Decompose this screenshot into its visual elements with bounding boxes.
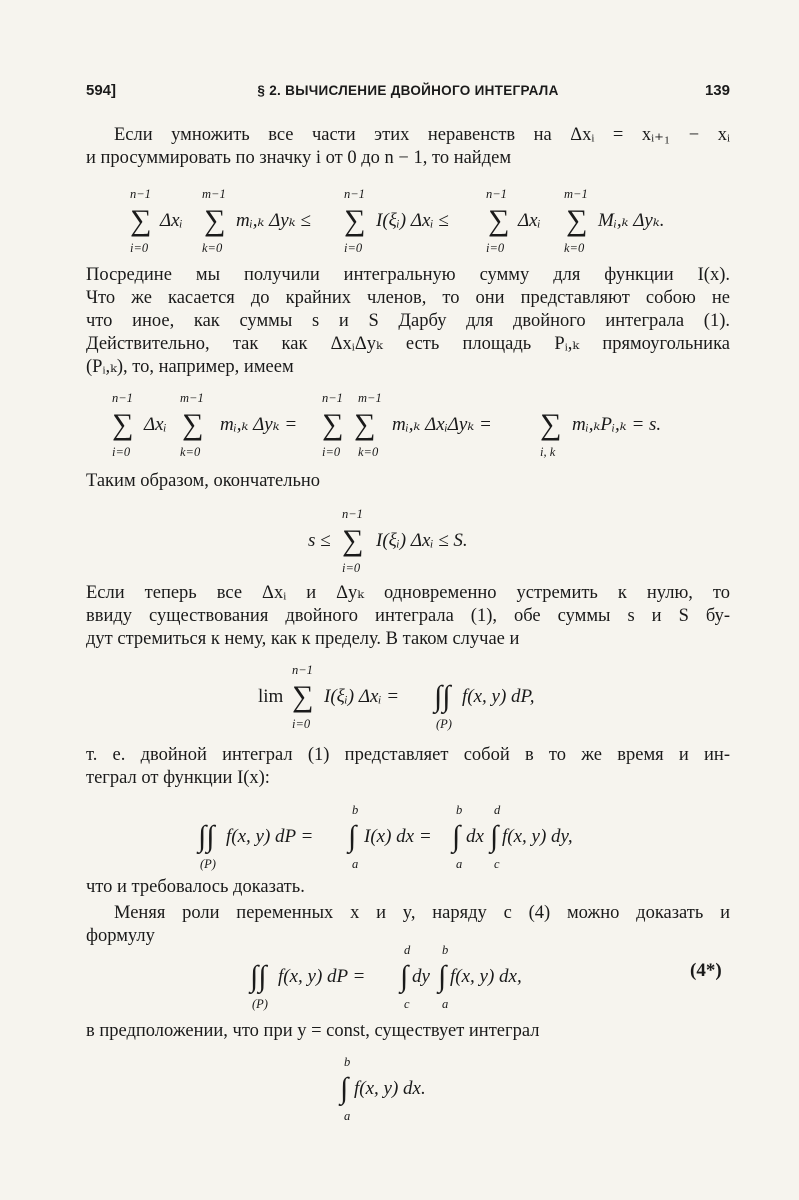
sum-symbol: ∑ xyxy=(342,524,364,557)
equation-final-inequality xyxy=(308,504,528,576)
sum-lower-limit: i=0 xyxy=(130,241,149,255)
sum-lower-limit: i=0 xyxy=(292,717,311,731)
equation-term: lim xyxy=(258,686,284,707)
text-line: дут стремиться к нему, как к пределу. В таком случае и xyxy=(86,629,520,649)
equation-term: f(x, y) dx. xyxy=(354,1078,426,1099)
paragraph-5 xyxy=(86,744,730,790)
equation-4-star xyxy=(250,940,580,1012)
sum-lower-limit: i, k xyxy=(540,445,556,459)
text-line: Действительно, так как ΔxᵢΔyₖ есть площадь Pᵢ,ₖ прямоугольника xyxy=(86,334,730,354)
text-line: что иное, как суммы s и S Дарбу для двойного интеграла (1). xyxy=(86,311,730,331)
equation-term: dy xyxy=(412,966,430,987)
sum-symbol: ∑ xyxy=(354,408,376,441)
sum-upper-limit: n−1 xyxy=(344,187,365,201)
double-integral-symbol: ∫∫ xyxy=(250,960,267,993)
text-line: Если умножить все части этих неравенств на Δxᵢ = xᵢ₊₁ − xᵢ xyxy=(114,125,730,145)
equation-term: mᵢ,ₖ ΔxᵢΔyₖ = xyxy=(392,414,492,435)
integral-lower-limit: a xyxy=(442,997,449,1011)
sum-upper-limit: m−1 xyxy=(358,391,382,405)
equation-term: Δxᵢ xyxy=(144,414,167,435)
equation-term: I(ξᵢ) Δxᵢ ≤ xyxy=(376,210,449,231)
sum-lower-limit: i=0 xyxy=(322,445,341,459)
page-number: 139 xyxy=(704,82,730,99)
sum-lower-limit: i=0 xyxy=(342,561,361,575)
paragraph-3 xyxy=(86,470,730,493)
sum-lower-limit: i=0 xyxy=(486,241,505,255)
sum-lower-limit: k=0 xyxy=(202,241,223,255)
equation-lower-sum xyxy=(110,388,700,460)
integral-lower-limit: a xyxy=(344,1109,351,1123)
equation-limit xyxy=(258,660,578,732)
sum-symbol: ∑ xyxy=(488,204,510,237)
equation-term: f(x, y) dP = xyxy=(226,826,314,847)
sum-symbol: ∑ xyxy=(130,204,152,237)
double-integral-symbol: ∫∫ xyxy=(198,820,215,853)
text-line: ввиду существования двойного интеграла (1), обе суммы s и S бу- xyxy=(86,606,730,626)
text-line: Таким образом, окончательно xyxy=(86,471,321,491)
paragraph-6 xyxy=(86,876,730,899)
sum-symbol: ∑ xyxy=(566,204,588,237)
section-title: § 2. ВЫЧИСЛЕНИЕ ДВОЙНОГО ИНТЕГРАЛА xyxy=(257,83,559,98)
text-line: Меняя роли переменных x и y, наряду с (4) можно доказать и xyxy=(114,903,730,923)
equation-term: f(x, y) dP, xyxy=(462,686,535,707)
integral-region: (P) xyxy=(200,857,216,871)
sum-symbol: ∑ xyxy=(112,408,134,441)
text-line: Посредине мы получили интегральную сумму для функции I(x). xyxy=(86,265,730,285)
integral-lower-limit: c xyxy=(494,857,500,871)
equation-iterated-integral xyxy=(198,800,618,872)
text-line: и просуммировать по значку i от 0 до n − 1, то найдем xyxy=(86,148,512,168)
integral-symbol: ∫ xyxy=(400,960,409,993)
text-line: теграл от функции I(x): xyxy=(86,768,270,788)
sum-symbol: ∑ xyxy=(182,408,204,441)
equation-term: mᵢ,ₖ Δyₖ = xyxy=(220,414,298,435)
sum-symbol: ∑ xyxy=(322,408,344,441)
equation-term: f(x, y) dx, xyxy=(450,966,522,987)
integral-symbol: ∫ xyxy=(340,1072,349,1105)
running-header xyxy=(86,82,730,106)
integral-upper-limit: d xyxy=(494,803,501,817)
equation-term: I(ξᵢ) Δxᵢ = xyxy=(324,686,400,707)
integral-lower-limit: a xyxy=(352,857,359,871)
equation-darboux-inequality xyxy=(128,184,688,256)
equation-term: I(ξᵢ) Δxᵢ ≤ S. xyxy=(376,530,468,551)
integral-region: (P) xyxy=(252,997,268,1011)
paragraph-4 xyxy=(86,582,730,651)
integral-upper-limit: d xyxy=(404,943,411,957)
sum-upper-limit: n−1 xyxy=(342,507,363,521)
sum-lower-limit: i=0 xyxy=(112,445,131,459)
equation-number: (4*) xyxy=(690,960,722,981)
equation-term: I(x) dx = xyxy=(364,826,432,847)
equation-term: mᵢ,ₖPᵢ,ₖ = s. xyxy=(572,414,662,435)
section-number: 594] xyxy=(86,82,117,99)
integral-symbol: ∫ xyxy=(348,820,357,853)
sum-upper-limit: n−1 xyxy=(486,187,507,201)
sum-upper-limit: n−1 xyxy=(322,391,343,405)
text-line: в предположении, что при y = const, существует интеграл xyxy=(86,1021,540,1041)
sum-upper-limit: n−1 xyxy=(112,391,133,405)
equation-term: dx xyxy=(466,826,484,847)
text-line: что и требовалось доказать. xyxy=(86,877,305,897)
integral-symbol: ∫ xyxy=(438,960,447,993)
integral-lower-limit: c xyxy=(404,997,410,1011)
sum-upper-limit: n−1 xyxy=(292,663,313,677)
sum-upper-limit: m−1 xyxy=(564,187,588,201)
integral-upper-limit: b xyxy=(442,943,449,957)
equation-term: f(x, y) dP = xyxy=(278,966,366,987)
equation-term: Mᵢ,ₖ Δyₖ. xyxy=(598,210,665,231)
double-integral-symbol: ∫∫ xyxy=(434,680,451,713)
paragraph-8 xyxy=(86,1020,730,1043)
sum-symbol: ∑ xyxy=(204,204,226,237)
equation-term: s ≤ xyxy=(308,530,331,551)
integral-symbol: ∫ xyxy=(490,820,499,853)
sum-symbol: ∑ xyxy=(344,204,366,237)
text-line: т. е. двойной интеграл (1) представляет собой в то же время и ин- xyxy=(86,745,730,765)
paragraph-2 xyxy=(86,264,730,379)
equation-inner-integral xyxy=(340,1052,500,1124)
text-line: формулу xyxy=(86,926,155,946)
integral-lower-limit: a xyxy=(456,857,463,871)
sum-lower-limit: i=0 xyxy=(344,241,363,255)
text-line: (Pᵢ,ₖ), то, например, имеем xyxy=(86,357,294,377)
sum-upper-limit: m−1 xyxy=(180,391,204,405)
sum-lower-limit: k=0 xyxy=(564,241,585,255)
equation-term: Δxᵢ xyxy=(518,210,541,231)
sum-upper-limit: m−1 xyxy=(202,187,226,201)
sum-lower-limit: k=0 xyxy=(180,445,201,459)
equation-term: f(x, y) dy, xyxy=(502,826,573,847)
integral-upper-limit: b xyxy=(352,803,359,817)
text-line: Если теперь все Δxᵢ и Δyₖ одновременно устремить к нулю, то xyxy=(86,583,730,603)
integral-region: (P) xyxy=(436,717,452,731)
equation-term: mᵢ,ₖ Δyₖ ≤ xyxy=(236,210,311,231)
integral-upper-limit: b xyxy=(344,1055,351,1069)
text-line: Что же касается до крайних членов, то они представляют собою не xyxy=(86,288,730,308)
equation-term: Δxᵢ xyxy=(160,210,183,231)
sum-symbol: ∑ xyxy=(540,408,562,441)
sum-symbol: ∑ xyxy=(292,680,314,713)
paragraph-1 xyxy=(86,124,730,170)
integral-symbol: ∫ xyxy=(452,820,461,853)
integral-upper-limit: b xyxy=(456,803,463,817)
sum-upper-limit: n−1 xyxy=(130,187,151,201)
sum-lower-limit: k=0 xyxy=(358,445,379,459)
